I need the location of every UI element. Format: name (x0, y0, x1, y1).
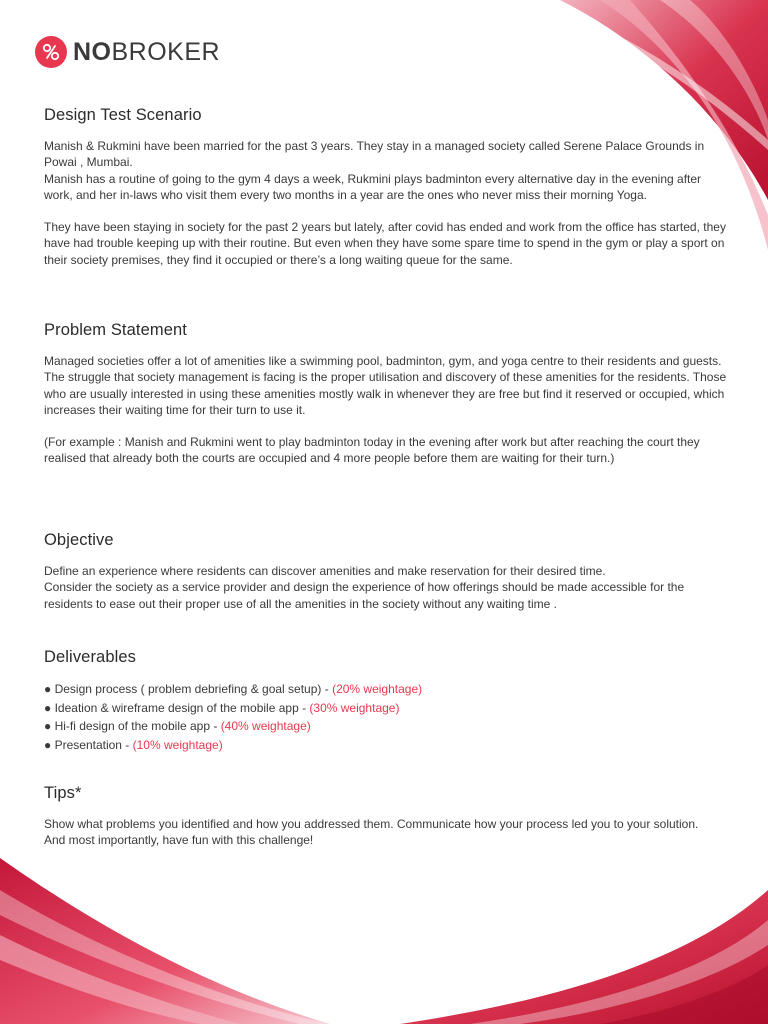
paragraph: Define an experience where residents can discover amenities and make reservation for their desired time. (44, 564, 606, 578)
paragraph: And most importantly, have fun with this challenge! (44, 833, 314, 848)
paragraph: Show what problems you identified and how you addressed them. Communicate how your process led you to your solution. (44, 817, 699, 831)
logo-wordmark (73, 38, 220, 67)
section-design-test-scenario (44, 106, 729, 268)
section-deliverables (44, 648, 729, 754)
bullet: ● (44, 682, 52, 696)
weightage: (40% weightage) (220, 719, 311, 733)
item-text: Design process ( problem debriefing & goal setup) - (54, 682, 333, 696)
paragraph: Manish & Rukmini have been married for the past 3 years. They stay in a managed society called Serene Palace Grounds in Powai , Mumbai. (44, 139, 705, 170)
section-problem-statement (44, 321, 729, 467)
weightage: (30% weightage) (309, 700, 400, 715)
bullet: ● (44, 719, 52, 733)
weightage: (10% weightage) (132, 737, 223, 752)
weightage: (20% weightage) (332, 682, 423, 696)
nobroker-logo (35, 36, 220, 68)
item-text: Ideation & wireframe design of the mobile app - (54, 700, 310, 715)
section-title: Tips* (44, 784, 82, 802)
item-text: Hi-fi design of the mobile app - (54, 719, 221, 733)
logo-text-regular: BROKER (111, 37, 221, 66)
section-tips (44, 784, 729, 849)
list-item (44, 717, 729, 736)
logo-mark-icon (35, 36, 67, 68)
section-title: Problem Statement (44, 321, 187, 339)
paragraph: (For example : Manish and Rukmini went to play badminton today in the evening after work but after reaching the court they realised that already both the courts are occupied and 4 more people before them are waiting for their turn.) (44, 435, 700, 466)
section-objective (44, 531, 729, 612)
section-title: Design Test Scenario (44, 106, 202, 124)
logo-text-bold: NO (73, 37, 112, 66)
paragraph: They have been staying in society for the past 2 years but lately, after covid has ended and work from the office has started, they have had trouble keeping up with their routine. But even when they have some spare time to spend in the gym or play a sport on their society premises, they find it occupied or there’s a long waiting queue for the same. (44, 220, 726, 267)
section-title: Deliverables (44, 648, 136, 666)
list-item (44, 699, 729, 718)
deliverables-list (44, 680, 729, 754)
bullet: ● (44, 700, 52, 715)
list-item (44, 736, 729, 755)
bullet: ● (44, 737, 52, 752)
paragraph: The struggle that society management is facing is the proper utilisation and discovery of these amenities for the residents. Those who are usually interested in using these amenities mostly walk in whenever they are free but find it reserved or occupied, which increases their waiting time for their turn to use it. (44, 370, 727, 417)
item-text: Presentation - (54, 737, 133, 752)
section-title: Objective (44, 531, 114, 549)
paragraph: Manish has a routine of going to the gym 4 days a week, Rukmini plays badminton every alternative day in the evening after work, and her in-laws who visit them every two months in a year are the ones who never miss their morning Yoga. (44, 171, 702, 202)
list-item (44, 680, 729, 699)
paragraph: Consider the society as a service provider and design the experience of how offerings should be made accessible for the residents to ease out their proper use of all the amenities in the society without any waiting time . (44, 580, 685, 611)
paragraph: Managed societies offer a lot of amenities like a swimming pool, badminton, gym, and yoga centre to their residents and guests. (44, 354, 722, 368)
